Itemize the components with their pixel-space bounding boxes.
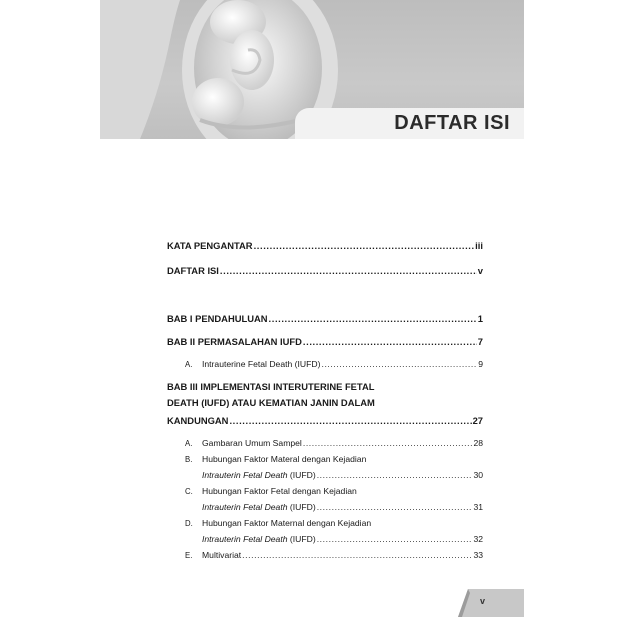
dot-leader: [229, 415, 471, 426]
toc-subentry-label: Hubungan Faktor Materal dengan Kejadian: [202, 454, 367, 464]
toc-subentry-letter: E.: [185, 551, 193, 560]
dot-leader: [220, 265, 477, 276]
document-page: [100, 0, 524, 625]
toc-subentry-page: 9: [478, 359, 483, 369]
toc-subentry-rest: (IUFD): [287, 534, 316, 544]
toc-entry-page: iii: [475, 240, 483, 251]
toc-subentry-label: Hubungan Faktor Fetal dengan Kejadian: [202, 486, 357, 496]
toc-subentry-line1: [185, 486, 357, 496]
toc-subentry-line1: [185, 454, 366, 464]
page-title: DAFTAR ISI: [394, 112, 510, 134]
dot-leader: [303, 438, 473, 448]
toc-subentry-label: Gambaran Umum Sampel: [202, 438, 302, 448]
toc-entry: [167, 415, 483, 426]
toc-subentry: [202, 502, 483, 512]
toc-entry: [167, 313, 483, 324]
dot-leader: [269, 313, 477, 324]
dot-leader: [317, 534, 473, 544]
toc-entry-label: KATA PENGANTAR: [167, 240, 253, 251]
dot-leader: [317, 470, 473, 480]
toc-subentry: [185, 550, 483, 560]
toc-subentry-italic: Intrauterin Fetal Death: [202, 470, 288, 480]
toc-subentry-page: 31: [473, 502, 483, 512]
toc-entry-page: 7: [477, 336, 483, 347]
toc-subentry-page: 28: [473, 438, 483, 448]
toc-entry-bab3: [167, 379, 483, 410]
dot-leader: [317, 502, 473, 512]
toc-entry: [167, 265, 483, 276]
toc-entry-label-line: BAB III IMPLEMENTASI INTERUTERINE FETAL: [167, 381, 375, 392]
toc-subentry-letter: C.: [185, 487, 193, 496]
dot-leader: [254, 240, 475, 251]
toc-subentry-italic: Intrauterin Fetal Death: [202, 502, 288, 512]
toc-entry-page: 1: [477, 313, 483, 324]
toc-entry-label: BAB I PENDAHULUAN: [167, 313, 268, 324]
footer-page-tab: [458, 589, 524, 617]
toc-entry-label-line: KANDUNGAN: [167, 415, 229, 426]
toc-entry: [167, 336, 483, 347]
dot-leader: [303, 336, 477, 347]
toc-subentry-line1: [185, 518, 371, 528]
toc-subentry-letter: A.: [185, 360, 193, 369]
toc-subentry: [185, 359, 483, 369]
toc-entry-page: 27: [472, 415, 483, 426]
toc-subentry-label: Intrauterine Fetal Death (IUFD): [202, 359, 321, 369]
dot-leader: [242, 550, 472, 560]
toc-subentry-letter: A.: [185, 439, 193, 448]
toc-subentry-page: 33: [473, 550, 483, 560]
toc-subentry-italic: Intrauterin Fetal Death: [202, 534, 288, 544]
toc-subentry-label: Hubungan Faktor Maternal dengan Kejadian: [202, 518, 372, 528]
toc-subentry-rest: (IUFD): [287, 502, 316, 512]
toc-subentry-page: 32: [473, 534, 483, 544]
dot-leader: [321, 359, 477, 369]
toc-subentry: [185, 438, 483, 448]
toc-subentry-letter: D.: [185, 519, 193, 528]
toc-subentry-letter: B.: [185, 455, 193, 464]
toc-entry-page: v: [477, 265, 483, 276]
toc-entry-label: BAB II PERMASALAHAN IUFD: [167, 336, 302, 347]
page-number: v: [480, 596, 486, 606]
toc-subentry-label: Multivariat: [202, 550, 242, 560]
toc-subentry-rest: (IUFD): [287, 470, 316, 480]
toc-subentry: [202, 470, 483, 480]
toc-entry-label: DAFTAR ISI: [167, 265, 219, 276]
title-box: [295, 108, 524, 139]
toc-subentry: [202, 534, 483, 544]
toc-subentry-page: 30: [473, 470, 483, 480]
toc-entry: [167, 240, 483, 251]
toc-entry-label-line: DEATH (IUFD) ATAU KEMATIAN JANIN DALAM: [167, 396, 375, 408]
